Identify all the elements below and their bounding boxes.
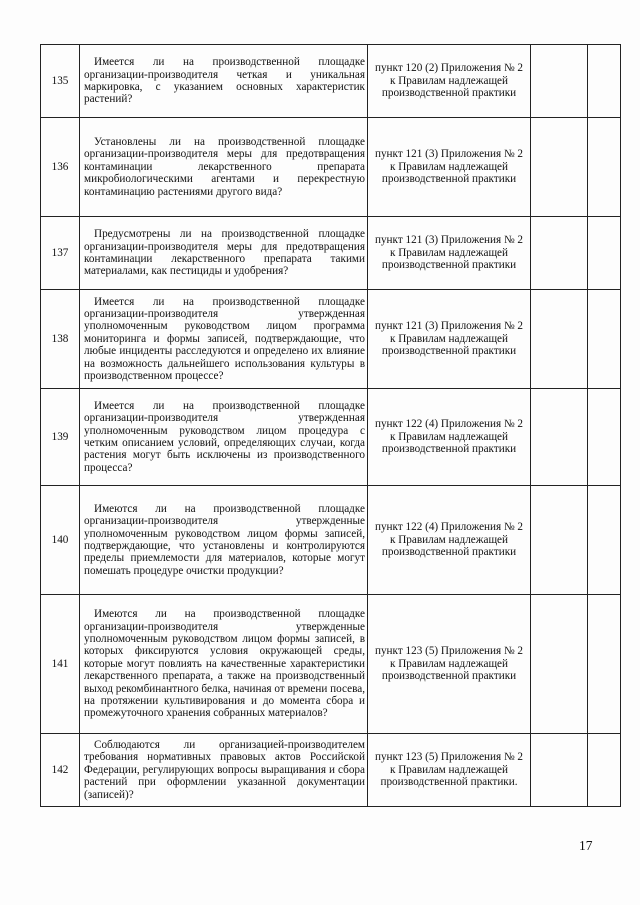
reference-cell: пункт 120 (2) Приложения № 2 к Правилам надлежащей производственной практики: [368, 45, 531, 118]
answer-no-cell: [588, 486, 621, 595]
answer-yes-cell: [531, 486, 588, 595]
table-row: [41, 290, 621, 389]
reference-cell: пункт 122 (4) Приложения № 2 к Правилам надлежащей производственной практики: [368, 486, 531, 595]
answer-yes-cell: [531, 45, 588, 118]
reference-cell: пункт 123 (5) Приложения № 2 к Правилам надлежащей производственной практики.: [368, 734, 531, 807]
page-number: 17: [579, 838, 593, 853]
question-text: Имеется ли на производственной площадке организации-производителя четкая и уникальная маркировка, с указанием основных характеристик растений?: [84, 56, 365, 106]
question-cell: [80, 734, 368, 807]
table-row: [41, 734, 621, 807]
question-text: Имеется ли на производственной площадке организации-производителя утвержденная уполномоченным руководством лицом программа мониторинга и формы записей, подтверждающие, что любые инциденты расследуются и определено их влияние на возможность дальнейшего использования культуры в производственном процессе?: [84, 295, 365, 383]
item-number: 139: [41, 389, 80, 486]
answer-no-cell: [588, 595, 621, 734]
question-cell: [80, 290, 368, 389]
question-text: Имеется ли на производственной площадке организации-производителя утвержденная уполномоченным руководством лицом процедура с четким описанием условий, определяющих случаи, когда растения могут быть исключены из производственного процесса?: [84, 399, 365, 474]
reference-cell: пункт 123 (5) Приложения № 2 к Правилам надлежащей производственной практики: [368, 595, 531, 734]
answer-yes-cell: [531, 118, 588, 217]
answer-no-cell: [588, 45, 621, 118]
answer-yes-cell: [531, 217, 588, 290]
reference-cell: пункт 121 (3) Приложения № 2 к Правилам надлежащей производственной практики: [368, 217, 531, 290]
answer-no-cell: [588, 389, 621, 486]
item-number: 142: [41, 734, 80, 807]
reference-cell: пункт 121 (3) Приложения № 2 к Правилам надлежащей производственной практики: [368, 290, 531, 389]
table-row: [41, 45, 621, 118]
question-text: Соблюдаются ли организацией-производителем требования нормативных правовых актов Российской Федерации, регулирующих вопросы выращивания и сбора растений при оформлении указанной документации (записей)?: [84, 738, 365, 801]
answer-yes-cell: [531, 290, 588, 389]
answer-no-cell: [588, 217, 621, 290]
answer-yes-cell: [531, 595, 588, 734]
question-text: Предусмотрены ли на производственной площадке организации-производителя меры для предотвращения контаминации лекарственного препарата такими материалами, как пестициды и удобрения?: [84, 228, 365, 278]
question-cell: [80, 389, 368, 486]
question-cell: [80, 486, 368, 595]
table-row: [41, 118, 621, 217]
question-cell: [80, 217, 368, 290]
item-number: 141: [41, 595, 80, 734]
answer-yes-cell: [531, 389, 588, 486]
item-number: 136: [41, 118, 80, 217]
item-number: 140: [41, 486, 80, 595]
question-text: Имеются ли на производственной площадке организации-производителя утвержденные уполномоченным руководством лицом формы записей, подтверждающие, что установлены и контролируются пределы приемлемости для материалов, которые могут помешать процедуре очистки продукции?: [84, 502, 365, 577]
answer-no-cell: [588, 290, 621, 389]
question-cell: [80, 118, 368, 217]
answer-yes-cell: [531, 734, 588, 807]
table-row: [41, 217, 621, 290]
question-text: Установлены ли на производственной площадке организации-производителя меры для предотвращения контаминации лекарственного препарата микробиологическими агентами и перекрестную контаминацию растениями другого вида?: [84, 135, 365, 198]
table-row: [41, 389, 621, 486]
answer-no-cell: [588, 118, 621, 217]
answer-no-cell: [588, 734, 621, 807]
question-cell: [80, 595, 368, 734]
item-number: 138: [41, 290, 80, 389]
item-number: 135: [41, 45, 80, 118]
reference-cell: пункт 122 (4) Приложения № 2 к Правилам надлежащей производственной практики: [368, 389, 531, 486]
question-text: Имеются ли на производственной площадке организации-производителя утвержденные уполномоченным руководством лицом формы записей, в которых фиксируются условия окружающей среды, которые могут повлиять на качественные характеристики лекарственного препарата, а также на производственный выход рекомбинантного белка, начиная от времени посева, на протяжении культивирования и до момента сбора и промежуточного хранения собранных материалов?: [84, 608, 365, 720]
question-cell: [80, 45, 368, 118]
reference-cell: пункт 121 (3) Приложения № 2 к Правилам надлежащей производственной практики: [368, 118, 531, 217]
table-row: [41, 595, 621, 734]
table-row: [41, 486, 621, 595]
item-number: 137: [41, 217, 80, 290]
checklist-table: [40, 44, 621, 807]
